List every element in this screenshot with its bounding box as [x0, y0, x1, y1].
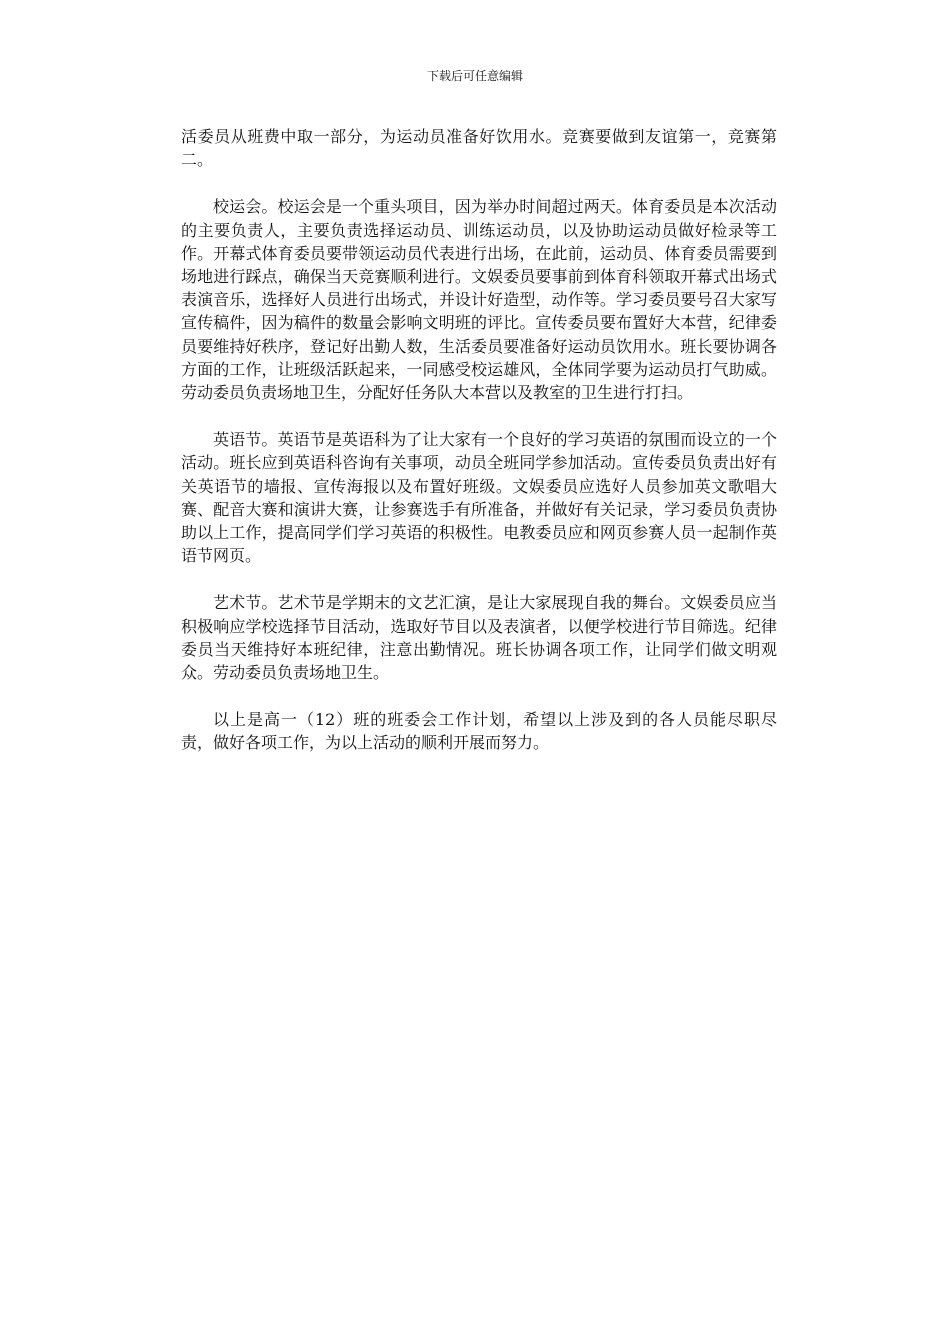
paragraph-conclusion: 以上是高一（12）班的班委会工作计划，希望以上涉及到的各人员能尽职尽责，做好各项工作，为以上活动的顺利开展而努力。 [181, 710, 777, 753]
paragraph-sports-meet: 校运会。校运会是一个重头项目，因为举办时间超过两天。体育委员是本次活动的主要负责人，主要负责选择运动员、训练运动员，以及协助运动员做好检录等工作。开幕式体育委员要带领运动员代表进行出场，在此前，运动员、体育委员需要到场地进行踩点，确保当天竞赛顺利进行。文娱委员要事前到体育科领取开幕式出场式表演音乐，选择好人员进行出场式，并设计好造型，动作等。学习委员要号召大家写宣传稿件，因为稿件的数量会影响文明班的评比。宣传委员要布置好大本营，纪律委员要维持好秩序，登记好出勤人数，生活委员要准备好运动员饮用水。班长要协调各方面的工作，让班级活跃起来，一同感受校运雄风，全体同学要为运动员打气助威。劳动委员负责场地卫生，分配好任务队大本营以及教室的卫生进行打扫。 [181, 197, 777, 403]
paragraph-art-festival: 艺术节。艺术节是学期末的文艺汇演，是让大家展现自我的舞台。文娱委员应当积极响应学校选择节目活动，选取好节目以及表演者，以便学校进行节目筛选。纪律委员当天维持好本班纪律，注意出勤情况。班长协调各项工作，让同学们做文明观众。劳动委员负责场地卫生。 [181, 593, 777, 683]
document-body [181, 125, 777, 779]
paragraph-continuation: 活委员从班费中取一部分，为运动员准备好饮用水。竞赛要做到友谊第一，竞赛第二。 [181, 127, 777, 170]
paragraph-english-festival: 英语节。英语节是英语科为了让大家有一个良好的学习英语的氛围而设立的一个活动。班长应到英语科咨询有关事项，动员全班同学参加活动。宣传委员负责出好有关英语节的墙报、宣传海报以及布置好班级。文娱委员应选好人员参加英文歌唱大赛、配音大赛和演讲大赛，让参赛选手有所准备，并做好有关记录，学习委员负责协助以上工作，提高同学们学习英语的积极性。电教委员应和网页参赛人员一起制作英语节网页。 [181, 430, 777, 566]
page-header: 下载后可任意编辑 [426, 69, 523, 83]
